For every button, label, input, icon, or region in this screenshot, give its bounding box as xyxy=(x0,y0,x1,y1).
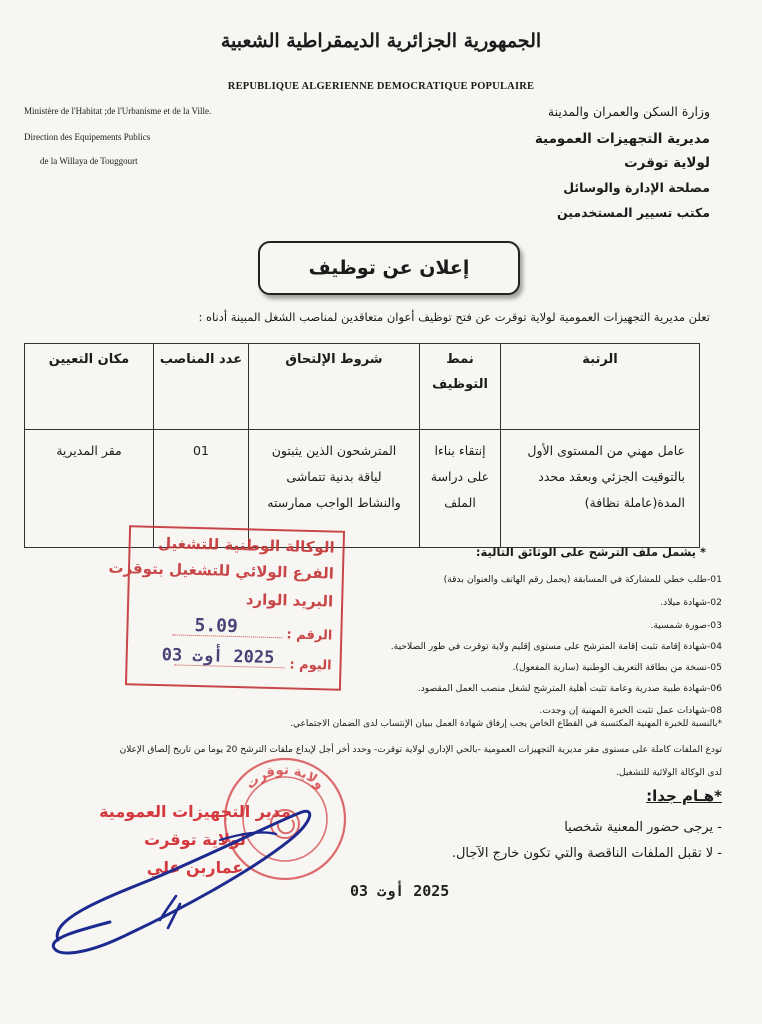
ministry-ar: وزارة السكن والعمران والمدينة xyxy=(547,104,710,119)
republic-title-ar: الجمهورية الجزائرية الديمقراطية الشعبية xyxy=(220,30,542,52)
important-item: - يرجى حضور المعنية شخصيا xyxy=(564,820,722,835)
intro-text: تعلن مديرية التجهيزات العمومية لولاية توقرت عن فتح توظيف أعوان متعاقدين لمناصب الشغل المبينة أدناه : xyxy=(198,310,710,324)
cond-line2: لياقة بدنية تتماشى xyxy=(286,469,382,484)
director-stamp-line3: عماربن علي xyxy=(146,858,244,877)
cell-mode xyxy=(420,430,501,548)
cell-rank xyxy=(501,430,700,548)
deposit-note: تودع الملفات كاملة على مستوى مقر مديرية التجهيزات العمومية -بالحي الإداري لولاية توقرت- وحدد أخر أجل لإيداع ملفات الترشح 20 يوما من تاريخ إلصاق الإعلان xyxy=(119,745,722,755)
experience-note: *بالنسبة للخبرة المهنية المكتسبة في القطاع الخاص يجب إرفاق شهادة العمل ببيان الإنتساب لدى الضمان الاجتماعي. xyxy=(290,719,722,729)
important-heading: *هـام جدا: xyxy=(646,787,722,805)
anem-number-value: 5.09 xyxy=(194,614,239,638)
service-ar: مصلحة الإدارة والوسائل xyxy=(563,180,710,195)
header-mode-line1: نمط xyxy=(446,352,474,367)
announcement-title: إعلان عن توظيف xyxy=(258,241,520,295)
rank-line1: عامل مهني من المستوى الأول xyxy=(527,443,685,458)
anem-date-value: 2025 أوت 03 xyxy=(161,645,275,669)
direction-fr-line1: Direction des Equipements Publics xyxy=(24,132,151,142)
document-item: 04-شهادة إقامة تثبت إقامة المترشح على مستوى إقليم ولاية توقرت في طور الصلاحية. xyxy=(390,641,722,652)
header-mode-line2: التوظيف xyxy=(432,377,488,392)
table-row xyxy=(25,430,700,548)
office-ar: مكتب تسيير المستخدمين xyxy=(557,205,710,220)
documents-heading: * يشمل ملف الترشح على الوثائق التالية: xyxy=(475,545,706,559)
document-item: 02-شهادة ميلاد. xyxy=(660,597,722,608)
handwritten-signature xyxy=(40,800,330,960)
cond-line1: المترشحون الذين يثبتون xyxy=(271,443,397,458)
rank-line3: المدة(عاملة نظافة) xyxy=(584,495,685,510)
ministry-fr: Ministère de l'Habitat ;de l'Urbanisme et de la Ville. xyxy=(24,106,212,116)
document-item: 01-طلب خطي للمشاركة في المسابقة (يحمل رقم الهاتف والعنوان بدقة) xyxy=(443,574,722,585)
cell-count: 01 xyxy=(154,430,249,548)
document-item: 08-شهادات عمل تثبت الخبرة المهنية إن وجدت. xyxy=(539,705,722,716)
header-location: مكان التعيين xyxy=(25,344,154,430)
anem-number-label: الرقم : xyxy=(286,627,333,644)
republic-title-fr: REPUBLIQUE ALGERIENNE DEMOCRATIQUE POPULAIRE xyxy=(227,81,535,92)
anem-stamp-line1: الوكالة الوطنية للتشغيل xyxy=(157,533,335,557)
table-header-row xyxy=(25,344,700,430)
document-item: 05-نسخة من بطاقة التعريف الوطنية (سارية المفعول). xyxy=(512,662,722,673)
cond-line3: والنشاط الواجب ممارسته xyxy=(267,495,401,510)
direction-ar: مديرية التجهيزات العمومية xyxy=(534,131,710,147)
header-conditions: شروط الإلتحاق xyxy=(249,344,420,430)
wilaya-ar: لولاية توقرت xyxy=(624,155,710,171)
deposit-note-cont: لدى الوكالة الولائية للتشغيل. xyxy=(616,768,722,778)
header-mode xyxy=(420,344,501,430)
document-item: 03-صورة شمسية. xyxy=(650,620,722,631)
mode-line3: الملف xyxy=(444,495,476,510)
document-item: 06-شهادة طبية صدرية وعامة تثبت أهلية المترشح لشغل منصب العمل المقصود. xyxy=(417,683,722,694)
mode-line1: إنتقاء بناءا xyxy=(434,443,486,458)
anem-stamp-line3: البريد الوارد xyxy=(245,590,334,611)
anem-reception-stamp xyxy=(108,525,345,691)
mode-line2: على دراسة xyxy=(430,469,490,484)
important-item: - لا تقبل الملفات الناقصة والتي تكون خارج الآجال. xyxy=(451,846,722,861)
anem-stamp-line2: الفرع الولائي للتشغيل بتوقرت xyxy=(108,558,335,583)
header-count: عدد المناصب xyxy=(154,344,249,430)
direction-fr-line2: de la Willaya de Touggourt xyxy=(40,156,138,166)
rank-line2: بالتوقيت الجزئي وبعقد محدد xyxy=(538,469,685,484)
director-stamp-line1: مدير التجهيزات العمومية xyxy=(99,802,291,821)
positions-table xyxy=(24,343,700,548)
director-stamp-line2: لولاية توقرت xyxy=(144,830,246,849)
anem-date-label: اليوم : xyxy=(289,657,332,674)
header-rank: الرتبة xyxy=(501,344,700,430)
seal-arc-text: ولاية توقرت xyxy=(243,762,328,793)
cell-location: مقر المديرية xyxy=(25,430,154,548)
bottom-date-stamp: 2025 أوت 03 xyxy=(350,882,450,900)
